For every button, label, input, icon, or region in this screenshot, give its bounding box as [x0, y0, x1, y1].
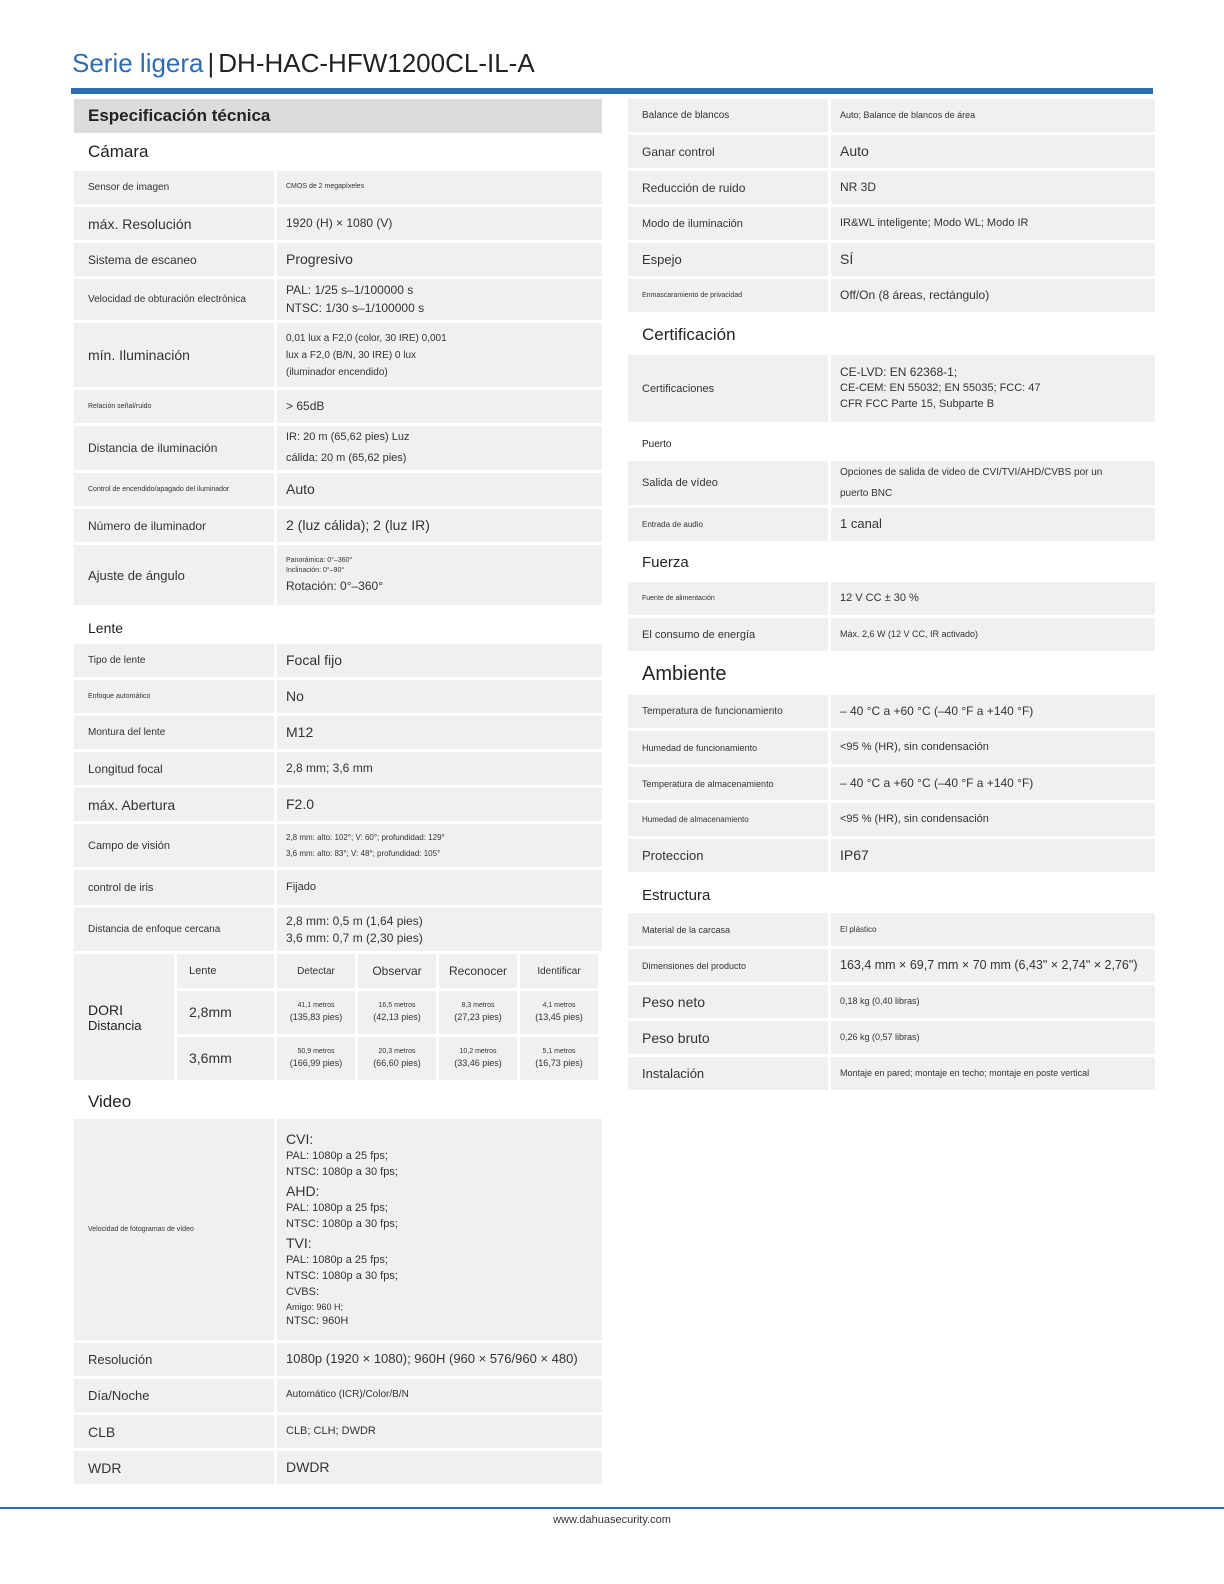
spec-key: Salida de vídeo	[628, 461, 828, 505]
spec-row-power-supply	[628, 582, 1155, 615]
spec-value: Off/On (8 áreas, rectángulo)	[831, 279, 1155, 312]
dori-lens-36: 3,6mm	[177, 1037, 274, 1080]
section-ambiente: Ambiente	[642, 663, 727, 685]
spec-value: NR 3D	[831, 171, 1155, 204]
spec-row-angle	[74, 545, 602, 605]
page-header	[72, 48, 1152, 88]
section-lente: Lente	[88, 620, 124, 636]
spec-key: Modo de iluminación	[628, 207, 828, 240]
spec-key: Ganar control	[628, 135, 828, 168]
spec-key: Enmascaramiento de privacidad	[628, 279, 828, 312]
spec-key: Balance de blancos	[628, 99, 828, 132]
spec-value: No	[277, 680, 602, 713]
dori-cell: 20,3 metros (66,60 pies)	[358, 1037, 436, 1080]
spec-key: Velocidad de fotogramas de vídeo	[74, 1119, 274, 1340]
spec-value: – 40 °C a +60 °C (–40 °F a +140 °F)	[831, 767, 1155, 800]
spec-row-field-of-view	[74, 824, 602, 867]
right-column	[628, 99, 1155, 1093]
frame-rate-line: PAL: 1080p a 25 fps;	[286, 1254, 388, 1267]
spec-row-illumination-distance	[74, 426, 602, 470]
spec-key: Instalación	[628, 1057, 828, 1090]
spec-row-wdr	[74, 1451, 602, 1484]
spec-row-casing	[628, 913, 1155, 946]
spec-value: Auto	[831, 135, 1155, 168]
dori-head-observe: Observar	[358, 954, 436, 988]
spec-row-illuminator-count	[74, 509, 602, 542]
spec-row-snr	[74, 390, 602, 423]
dori-head-detect: Detectar	[277, 954, 355, 988]
dori-head-recognize: Reconocer	[439, 954, 517, 988]
spec-value: PAL: 1/25 s–1/100000 s NTSC: 1/30 s–1/100000 s	[277, 279, 602, 320]
spec-key: Peso neto	[628, 985, 828, 1018]
spec-value: 2,8 mm; 3,6 mm	[277, 752, 602, 785]
spec-value: M12	[277, 716, 602, 749]
spec-row-lens-mount	[74, 716, 602, 749]
spec-row-focal-length	[74, 752, 602, 785]
spec-value: 163,4 mm × 69,7 mm × 70 mm (6,43" × 2,74" × 2,76")	[831, 949, 1155, 982]
spec-key: Dimensiones del producto	[628, 949, 828, 982]
spec-key: Humedad de almacenamiento	[628, 803, 828, 836]
frame-rate-line: Amigo: 960 H;	[286, 1302, 344, 1313]
frame-rate-line: PAL: 1080p a 25 fps;	[286, 1202, 388, 1215]
spec-value: 2,8 mm: alto: 102°; V: 60°; profundidad: 129° 3,6 mm: alto: 83°; V: 48°; profundidad: 105°	[277, 824, 602, 867]
spec-value: Automático (ICR)/Color/B/N	[277, 1379, 602, 1412]
dori-cell: 41,1 metros (135,83 pies)	[277, 991, 355, 1034]
spec-value: – 40 °C a +60 °C (–40 °F a +140 °F)	[831, 695, 1155, 728]
spec-value	[277, 1119, 602, 1340]
frame-rate-line: CVI:	[286, 1130, 314, 1147]
spec-value: 0,26 kg (0,57 libras)	[831, 1021, 1155, 1054]
spec-key: Tipo de lente	[74, 644, 274, 677]
spec-value: 1080p (1920 × 1080); 960H (960 × 576/960 × 480)	[277, 1343, 602, 1376]
spec-value: <95 % (HR), sin condensación	[831, 731, 1155, 764]
spec-value: SÍ	[831, 243, 1155, 276]
spec-row-storage-temp	[628, 767, 1155, 800]
spec-key: WDR	[74, 1451, 274, 1484]
spec-value: Fijado	[277, 870, 602, 905]
spec-row-operating-humidity	[628, 731, 1155, 764]
spec-key: Longitud focal	[74, 752, 274, 785]
spec-row-privacy	[628, 279, 1155, 312]
model-name: DH-HAC-HFW1200CL-IL-A	[218, 48, 535, 78]
spec-row-close-focus	[74, 908, 602, 951]
dori-table	[74, 954, 602, 1080]
spec-row-video-resolution	[74, 1343, 602, 1376]
spec-row-iris	[74, 870, 602, 905]
spec-row-scan	[74, 243, 602, 276]
spec-value: <95 % (HR), sin condensación	[831, 803, 1155, 836]
spec-value: 0,01 lux a F2,0 (color, 30 IRE) 0,001 lux a F2,0 (B/N, 30 IRE) 0 lux (iluminador encendido)	[277, 323, 602, 387]
spec-key: Fuente de alimentación	[628, 582, 828, 615]
spec-row-gain	[628, 135, 1155, 168]
frame-rate-line: NTSC: 1080p a 30 fps;	[286, 1270, 398, 1283]
frame-rate-line: CVBS:	[286, 1286, 320, 1299]
spec-row-dimensions	[628, 949, 1155, 982]
spec-value: 2 (luz cálida); 2 (luz IR)	[277, 509, 602, 542]
section-estructura: Estructura	[642, 887, 711, 904]
dori-label: DORI Distancia	[74, 954, 174, 1080]
spec-key: Relación señal/ruido	[74, 390, 274, 423]
spec-value: 2,8 mm: 0,5 m (1,64 pies) 3,6 mm: 0,7 m (2,30 pies)	[277, 908, 602, 951]
spec-row-net-weight	[628, 985, 1155, 1018]
spec-key: Día/Noche	[74, 1379, 274, 1412]
frame-rate-line: NTSC: 1080p a 30 fps;	[286, 1166, 398, 1179]
left-column	[74, 99, 602, 1487]
spec-value: Auto	[277, 473, 602, 506]
spec-value: Opciones de salida de video de CVI/TVI/AHD/CVBS por un puerto BNC	[831, 461, 1155, 505]
spec-row-protection	[628, 839, 1155, 872]
dori-head-identify: Identificar	[520, 954, 598, 988]
spec-value: F2.0	[277, 788, 602, 821]
spec-key: Montura del lente	[74, 716, 274, 749]
spec-row-gross-weight	[628, 1021, 1155, 1054]
header-rule	[71, 88, 1153, 94]
spec-value: DWDR	[277, 1451, 602, 1484]
spec-value: Máx. 2,6 W (12 V CC, IR activado)	[831, 618, 1155, 651]
footer-rule	[0, 1507, 1224, 1509]
section-camara: Cámara	[88, 142, 149, 161]
spec-key: Certificaciones	[628, 355, 828, 422]
spec-row-operating-temp	[628, 695, 1155, 728]
spec-row-white-balance	[628, 99, 1155, 132]
spec-key: Material de la carcasa	[628, 913, 828, 946]
spec-value: Montaje en pared; montaje en techo; montaje en poste vertical	[831, 1057, 1155, 1090]
spec-key: Distancia de iluminación	[74, 426, 274, 470]
spec-value: CE-LVD: EN 62368-1; CE-CEM: EN 55032; EN 55035; FCC: 47 CFR FCC Parte 15, Subparte B	[831, 355, 1155, 422]
spec-key: Entrada de audio	[628, 508, 828, 541]
spec-value: 0,18 kg (0,40 libras)	[831, 985, 1155, 1018]
spec-key: Humedad de funcionamiento	[628, 731, 828, 764]
spec-key: Ajuste de ángulo	[74, 545, 274, 605]
spec-key: Sensor de imagen	[74, 171, 274, 204]
spec-key: mín. Iluminación	[74, 323, 274, 387]
dori-head-lens: Lente	[177, 954, 274, 988]
spec-row-lens-type	[74, 644, 602, 677]
dori-cell: 8,3 metros (27,23 pies)	[439, 991, 517, 1034]
spec-row-min-illumination	[74, 323, 602, 387]
spec-row-autofocus	[74, 680, 602, 713]
spec-row-installation	[628, 1057, 1155, 1090]
spec-key: Enfoque automático	[74, 680, 274, 713]
title-separator: |	[207, 48, 215, 78]
spec-value: CLB; CLH; DWDR	[277, 1415, 602, 1448]
spec-key: Campo de visión	[74, 824, 274, 867]
dori-cell: 50,9 metros (166,99 pies)	[277, 1037, 355, 1080]
spec-value: 12 V CC ± 30 %	[831, 582, 1155, 615]
frame-rate-line: NTSC: 960H	[286, 1315, 349, 1328]
spec-key: Reducción de ruido	[628, 171, 828, 204]
section-puerto: Puerto	[642, 439, 672, 450]
spec-key: Sistema de escaneo	[74, 243, 274, 276]
section-fuerza: Fuerza	[642, 554, 689, 571]
spec-value: Focal fijo	[277, 644, 602, 677]
spec-row-blc	[74, 1415, 602, 1448]
spec-key: Espejo	[628, 243, 828, 276]
section-video: Video	[88, 1092, 132, 1111]
spec-row-video-output	[628, 461, 1155, 505]
dori-cell: 5,1 metros (16,73 pies)	[520, 1037, 598, 1080]
spec-row-noise	[628, 171, 1155, 204]
dori-cell: 10,2 metros (33,46 pies)	[439, 1037, 517, 1080]
footer-url[interactable]	[0, 1514, 1224, 1526]
spec-row-illuminator-control	[74, 473, 602, 506]
spec-key: Proteccion	[628, 839, 828, 872]
spec-title: Especificación técnica	[74, 99, 602, 133]
spec-value: Panorámica: 0°–360° Inclinación: 0°–90° Rotación: 0°–360°	[277, 545, 602, 605]
website-link[interactable]: www.dahuasecurity.com	[553, 1514, 671, 1526]
spec-value: IR: 20 m (65,62 pies) Luz cálida: 20 m (65,62 pies)	[277, 426, 602, 470]
spec-key: Temperatura de funcionamiento	[628, 695, 828, 728]
spec-value: Progresivo	[277, 243, 602, 276]
spec-value: CMOS de 2 megapíxeles	[277, 171, 602, 204]
spec-key: CLB	[74, 1415, 274, 1448]
spec-row-sensor	[74, 171, 602, 204]
spec-row-shutter	[74, 279, 602, 320]
spec-key: Temperatura de almacenamiento	[628, 767, 828, 800]
spec-key: control de iris	[74, 870, 274, 905]
spec-value: Auto; Balance de blancos de área	[831, 99, 1155, 132]
spec-row-audio-input	[628, 508, 1155, 541]
spec-value: 1 canal	[831, 508, 1155, 541]
series-name: Serie ligera	[72, 48, 204, 78]
dori-grid	[177, 954, 602, 1080]
spec-key: máx. Abertura	[74, 788, 274, 821]
spec-value: > 65dB	[277, 390, 602, 423]
spec-value: 1920 (H) × 1080 (V)	[277, 207, 602, 240]
spec-row-storage-humidity	[628, 803, 1155, 836]
spec-row-power-consumption	[628, 618, 1155, 651]
spec-row-illumination-mode	[628, 207, 1155, 240]
spec-value: IP67	[831, 839, 1155, 872]
spec-row-day-night	[74, 1379, 602, 1412]
spec-key: Resolución	[74, 1343, 274, 1376]
frame-rate-line: AHD:	[286, 1182, 320, 1199]
spec-key: Peso bruto	[628, 1021, 828, 1054]
spec-key: Control de encendido/apagado del iluminador	[74, 473, 274, 506]
spec-key: Velocidad de obturación electrónica	[74, 279, 274, 320]
spec-value: El plástico	[831, 913, 1155, 946]
frame-rate-line: PAL: 1080p a 25 fps;	[286, 1150, 388, 1163]
spec-key: máx. Resolución	[74, 207, 274, 240]
frame-rate-line: NTSC: 1080p a 30 fps;	[286, 1218, 398, 1231]
dori-lens-28: 2,8mm	[177, 991, 274, 1034]
dori-cell: 4,1 metros (13,45 pies)	[520, 991, 598, 1034]
spec-row-mirror	[628, 243, 1155, 276]
spec-key: Número de iluminador	[74, 509, 274, 542]
spec-row-aperture	[74, 788, 602, 821]
spec-key: El consumo de energía	[628, 618, 828, 651]
spec-row-frame-rate	[74, 1119, 602, 1340]
frame-rate-line: TVI:	[286, 1235, 312, 1252]
dori-cell: 16,5 metros (42,13 pies)	[358, 991, 436, 1034]
spec-row-certifications	[628, 355, 1155, 422]
spec-row-resolution	[74, 207, 602, 240]
section-certificacion: Certificación	[642, 325, 736, 344]
spec-value: IR&WL inteligente; Modo WL; Modo IR	[831, 207, 1155, 240]
spec-key: Distancia de enfoque cercana	[74, 908, 274, 951]
